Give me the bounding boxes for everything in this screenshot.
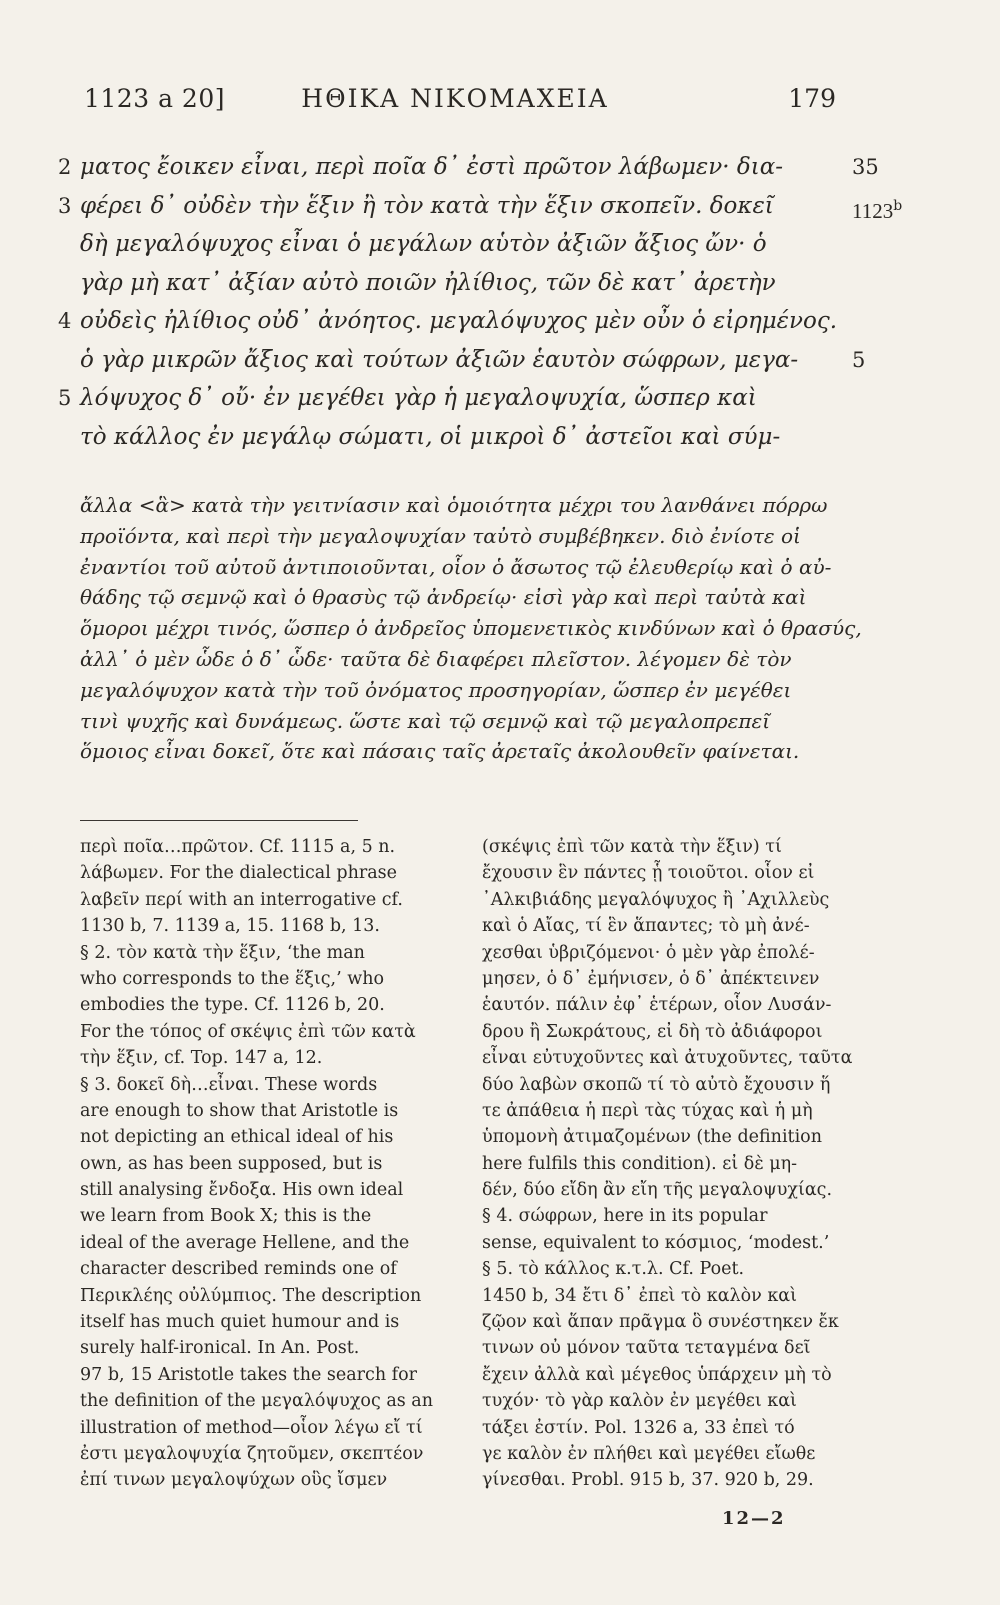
note-line: δέν, δύο εἴδη ἂν εἴη τῆς μεγαλοψυχίας. bbox=[482, 1180, 833, 1201]
note-line: ζῷον καὶ ἅπαν πρᾶγμα ὃ συνέστηκεν ἔκ bbox=[482, 1312, 839, 1333]
running-header bbox=[0, 84, 1000, 124]
note-line: illustration of method—οἷον λέγω εἴ τί bbox=[80, 1417, 423, 1438]
text-line bbox=[0, 187, 1000, 226]
line-text: δὴ μεγαλόψυχος εἶναι ὁ μεγάλων αὑτὸν ἀξιῶν ἄξιος ὤν· ὁ bbox=[80, 231, 767, 257]
line-text: γὰρ μὴ κατ᾽ ἀξίαν αὐτὸ ποιῶν ἠλίθιος, τῶν δὲ κατ᾽ ἀρετὴν bbox=[80, 269, 776, 296]
passage-line: ἀλλ᾽ ὁ μὲν ὧδε ὁ δ᾽ ὧδε· ταῦτα δὲ διαφέρει πλεῖστον. λέγομεν δὲ τὸν bbox=[80, 646, 792, 671]
note-line: 1450 b, 34 ἔτι δ᾽ ἐπεὶ τὸ καλὸν καὶ bbox=[482, 1285, 797, 1306]
note-line: γίνεσθαι. Probl. 915 b, 37. 920 b, 29. bbox=[482, 1470, 814, 1491]
note-line: καὶ ὁ Αἴας, τί ἓν ἅπαντες; τὸ μὴ ἀνέ- bbox=[482, 916, 810, 937]
note-line: character described reminds one of bbox=[80, 1259, 397, 1280]
passage-line: ὅμοιος εἶναι δοκεῖ, ὅτε καὶ πάσαις ταῖς ἀρεταῖς ἀκολουθεῖν φαίνεται. bbox=[80, 739, 800, 764]
note-line: λάβωμεν. For the dialectical phrase bbox=[80, 863, 397, 884]
note-line: are enough to show that Aristotle is bbox=[80, 1100, 399, 1121]
note-line: § 5. τὸ κάλλος κ.τ.λ. Cf. Poet. bbox=[482, 1259, 745, 1280]
margin-line-number: 35 bbox=[852, 155, 879, 179]
note-line: Περικλέης οὐλύμπιος. The description bbox=[80, 1285, 422, 1306]
note-line: δύο λαβὼν σκοπῶ τί τὸ αὐτὸ ἔχουσιν ἥ bbox=[482, 1074, 831, 1095]
commentary-passage bbox=[0, 490, 1000, 767]
line-text: ματος ἔοικεν εἶναι, περὶ ποῖα δ᾽ ἐστὶ πρῶτον λάβωμεν· δια- bbox=[80, 154, 784, 180]
note-line: not depicting an ethical ideal of his bbox=[80, 1127, 394, 1148]
line-section-number: 4 bbox=[58, 309, 72, 333]
note-line: περὶ ποῖα…πρῶτον. Cf. 1115 a, 5 n. bbox=[80, 837, 396, 857]
line-section-number: 2 bbox=[58, 155, 72, 179]
margin-line-number: 5 bbox=[852, 347, 866, 372]
note-line: τινων οὐ μόνον ταῦτα τεταγμένα δεῖ bbox=[482, 1338, 811, 1359]
note-line: τυχόν· τὸ γὰρ καλὸν ἐν μεγέθει καὶ bbox=[482, 1391, 797, 1412]
passage-line: ὅμοροι μέχρι τινός, ὥσπερ ὁ ἀνδρεῖος ὑπομενετικὸς κινδύνων καὶ ὁ θρασύς, bbox=[80, 616, 862, 641]
passage-line: τινὶ ψυχῆς καὶ δυνάμεως. ὥστε καὶ τῷ σεμνῷ καὶ τῷ μεγαλοπρεπεῖ bbox=[80, 708, 771, 733]
line-section-number: 3 bbox=[58, 193, 72, 218]
bekker-column: b bbox=[893, 197, 903, 214]
note-line: δρου ἢ Σωκράτους, εἰ δὴ τὸ ἀδιάφοροι bbox=[482, 1021, 823, 1042]
line-section-number: 5 bbox=[58, 386, 72, 410]
note-line: § 3. δοκεῖ δὴ…εἶναι. These words bbox=[80, 1074, 378, 1095]
line-text: φέρει δ᾽ οὐδὲν τὴν ἕξιν ἢ τὸν κατὰ τὴν ἕξιν σκοπεῖν. δοκεῖ bbox=[80, 192, 774, 219]
note-line: (σκέψις ἐπὶ τῶν κατὰ τὴν ἕξιν) τί bbox=[482, 837, 782, 857]
note-line: 1130 b, 7. 1139 a, 15. 1168 b, 13. bbox=[80, 916, 380, 937]
text-line bbox=[0, 341, 1000, 380]
line-text: τὸ κάλλος ἐν μεγάλῳ σώματι, οἱ μικροὶ δ᾽ ἀστεῖοι καὶ σύμ- bbox=[80, 423, 781, 450]
text-line bbox=[0, 264, 1000, 303]
note-line: itself has much quiet humour and is bbox=[80, 1312, 400, 1333]
note-line: we learn from Book X; this is the bbox=[80, 1206, 372, 1227]
note-line: μησεν, ὁ δ᾽ ἐμήνισεν, ὁ δ᾽ ἀπέκτεινεν bbox=[482, 968, 820, 989]
note-line: surely half-ironical. In An. Post. bbox=[80, 1338, 360, 1359]
line-text: ὁ γὰρ μικρῶν ἄξιος καὶ τούτων ἀξιῶν ἑαυτὸν σώφρων, μεγα- bbox=[80, 346, 799, 373]
note-line: ἑαυτόν. πάλιν ἐφ᾽ ἑτέρων, οἷον Λυσάν- bbox=[482, 995, 832, 1016]
note-line: εἶναι εὐτυχοῦντες καὶ ἀτυχοῦντες, ταῦτα bbox=[482, 1048, 853, 1069]
note-line: ἔχουσιν ἓν πάντες ᾗ τοιοῦτοι. οἷον εἰ bbox=[482, 863, 815, 884]
note-line: γε καλὸν ἐν πλήθει καὶ μεγέθει εἴωθε bbox=[482, 1443, 816, 1464]
note-line: sense, equivalent to κόσμιος, ‘modest.’ bbox=[482, 1232, 830, 1253]
line-text: οὐδεὶς ἠλίθιος οὐδ᾽ ἀνόητος. μεγαλόψυχος μὲν οὖν ὁ εἰρημένος. bbox=[80, 308, 838, 334]
note-line: ᾽Αλκιβιάδης μεγαλόψυχος ἢ ᾽Αχιλλεὺς bbox=[482, 889, 830, 910]
text-line bbox=[0, 148, 1000, 187]
notes-column-right bbox=[482, 834, 852, 1494]
note-line: still analysing ἔνδοξα. His own ideal bbox=[80, 1180, 404, 1201]
note-line: λαβεῖν περί with an interrogative cf. bbox=[80, 889, 403, 910]
page-number: 179 bbox=[788, 84, 836, 113]
note-line: 97 b, 15 Aristotle takes the search for bbox=[80, 1364, 418, 1385]
note-line: τάξει ἐστίν. Pol. 1326 a, 33 ἐπεὶ τό bbox=[482, 1417, 795, 1438]
note-line: ideal of the average Hellene, and the bbox=[80, 1232, 410, 1253]
note-line: here fulfils this condition). εἰ δὲ μη- bbox=[482, 1153, 798, 1174]
text-line bbox=[0, 225, 1000, 264]
note-line: χεσθαι ὑβριζόμενοι· ὁ μὲν γὰρ ἐπολέ- bbox=[482, 942, 815, 963]
note-line: For the τόπος of σκέψις ἐπὶ τῶν κατὰ bbox=[80, 1021, 416, 1042]
note-line: own, as has been supposed, but is bbox=[80, 1153, 383, 1174]
main-greek-text bbox=[0, 148, 1000, 456]
text-line bbox=[0, 302, 1000, 341]
section-reference: 1123 a 20] bbox=[84, 84, 225, 113]
note-line: § 2. τὸν κατὰ τὴν ἕξιν, ‘the man bbox=[80, 942, 365, 963]
note-line: who corresponds to the ἕξις,’ who bbox=[80, 968, 385, 989]
note-line: ἐστι μεγαλοψυχία ζητοῦμεν, σκεπτέον bbox=[80, 1443, 424, 1464]
book-title: ΗΘΙΚΑ ΝΙΚΟΜΑΧΕΙΑ bbox=[301, 84, 609, 113]
notes-divider bbox=[80, 820, 358, 821]
passage-line: μεγαλόψυχον κατὰ τὴν τοῦ ὀνόματος προσηγορίαν, ὥσπερ ἐν μεγέθει bbox=[80, 677, 792, 702]
note-line: τε ἀπάθεια ἡ περὶ τὰς τύχας καὶ ἡ μὴ bbox=[482, 1100, 813, 1121]
bekker-page: 1123 bbox=[852, 198, 894, 223]
note-line: embodies the type. Cf. 1126 b, 20. bbox=[80, 995, 385, 1016]
note-line: ἐπί τινων μεγαλοψύχων οὓς ἴσμεν bbox=[80, 1470, 388, 1491]
text-line bbox=[0, 418, 1000, 457]
note-line: the definition of the μεγαλόψυχος as an bbox=[80, 1391, 434, 1412]
passage-line: θάδης τῷ σεμνῷ καὶ ὁ θρασὺς τῷ ἀνδρείῳ· εἰσὶ γὰρ καὶ περὶ ταὐτὰ καὶ bbox=[80, 585, 807, 610]
passage-line: ἐναντίοι τοῦ αὐτοῦ ἀντιποιοῦνται, οἷον ὁ ἄσωτος τῷ ἐλευθερίῳ καὶ ὁ αὐ- bbox=[80, 554, 832, 579]
passage-line: προϊόντα, καὶ περὶ τὴν μεγαλοψυχίαν ταὐτὸ συμβέβηκεν. διὸ ἐνίοτε οἱ bbox=[80, 523, 801, 548]
note-line: ὑπομονὴ ἀτιμαζομένων (the definition bbox=[482, 1127, 822, 1148]
note-line: ἔχειν ἀλλὰ καὶ μέγεθος ὑπάρχειν μὴ τὸ bbox=[482, 1364, 832, 1385]
note-line: τὴν ἕξιν, cf. Top. 147 a, 12. bbox=[80, 1048, 323, 1069]
text-line bbox=[0, 379, 1000, 418]
note-line: § 4. σώφρων, here in its popular bbox=[482, 1206, 768, 1227]
line-text: λόψυχος δ᾽ οὔ· ἐν μεγέθει γὰρ ἡ μεγαλοψυχία, ὥσπερ καὶ bbox=[80, 385, 757, 411]
notes-column-left bbox=[80, 834, 450, 1494]
printer-signature: 12—2 bbox=[722, 1508, 786, 1529]
bekker-page-marker bbox=[852, 187, 902, 231]
passage-line: ἄλλα <ἃ> κατὰ τὴν γειτνίασιν καὶ ὁμοιότητα μέχρι του λανθάνει πόρρω bbox=[80, 493, 828, 517]
